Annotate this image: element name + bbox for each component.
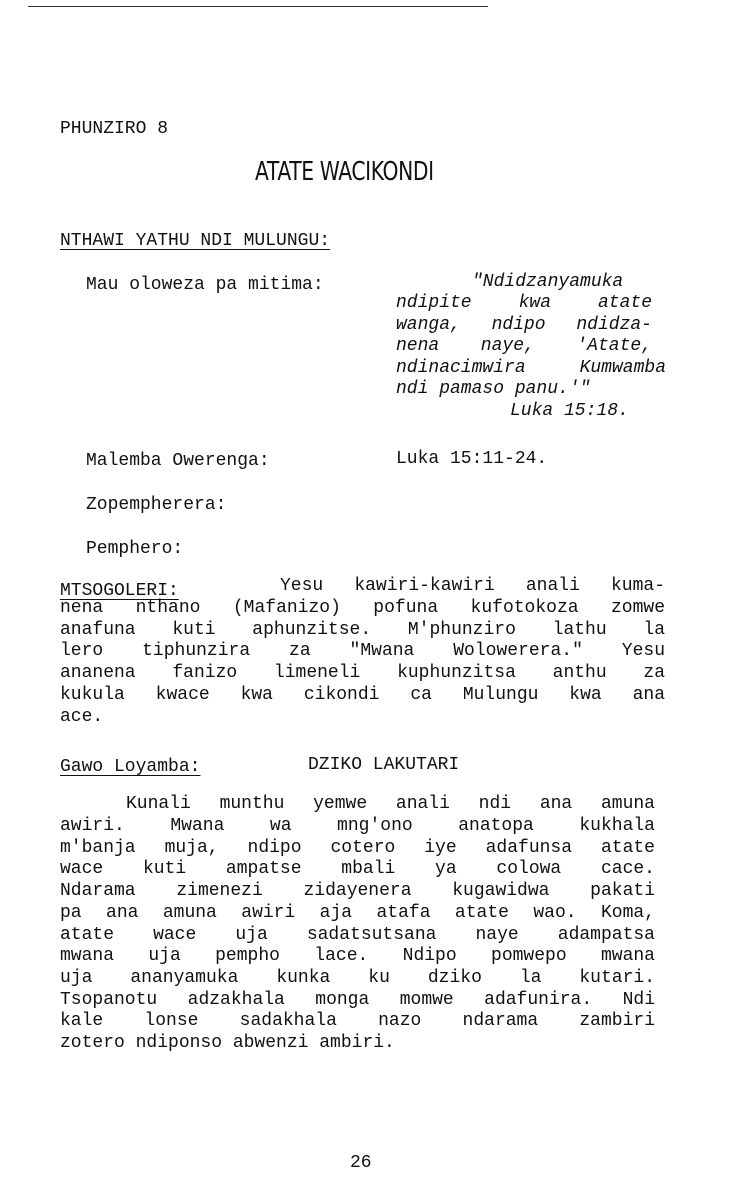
text-line: Tsopanotu adzakhala monga momwe adafunira. Ndi [60, 989, 655, 1010]
text-line: wace kuti ampatse mbali ya colowa cace. [60, 859, 655, 880]
top-rule [28, 6, 488, 7]
leader-paragraph-first-line [280, 576, 665, 598]
text-line: kale lonse sadakhala nazo ndarama zambiri [60, 1011, 655, 1032]
memory-verse-line: ndi pamaso panu.'" [396, 379, 591, 399]
theme-heading: NTHAWI YATHU NDI MULUNGU: [60, 231, 331, 251]
text-line: nena nthano (Mafanizo) pofuna kufotokoza zomwe [60, 598, 665, 618]
text-line: uja ananyamuka kunka ku dziko la kutari. [60, 967, 655, 988]
page-title: ATATE WACIKONDI [255, 157, 434, 187]
text-line: lero tiphunzira za "Mwana Wolowerera." Yesu [60, 641, 665, 662]
memory-verse-line: wanga, ndipo ndidza- [396, 315, 652, 335]
leader-heading: MTSOGOLERI: [60, 581, 179, 601]
text-line: mwana uja pempho lace. Ndipo pomwepo mwana [60, 946, 655, 967]
memory-verse-line: "Ndidzanyamuka [472, 272, 624, 292]
memory-verse-label: Mau oloweza pa mitima: [86, 275, 324, 295]
part-title: DZIKO LAKUTARI [308, 755, 460, 775]
text-line: zotero ndiponso abwenzi ambiri. [60, 1033, 395, 1054]
text-line: anafuna kuti aphunzitse. M'phunziro lathu la [60, 619, 665, 640]
text-line: m'banja muja, ndipo cotero iye adafunsa atate [60, 837, 655, 858]
prayer-label: Pemphero: [86, 539, 184, 559]
text-line: ace. [60, 706, 104, 727]
reading-reference: Luka 15:11-24. [396, 449, 548, 469]
text-line: awiri. Mwana wa mng'ono anatopa kukhala [60, 816, 655, 836]
reading-label: Malemba Owerenga: [86, 451, 270, 471]
text-line: ananena fanizo limeneli kuphunzitsa anthu za [60, 663, 665, 684]
text-line: atate wace uja sadatsutsana naye adampatsa [60, 924, 655, 945]
leader-paragraph [60, 598, 665, 728]
prayer-topics-label: Zopempherera: [86, 495, 227, 515]
memory-verse-line: ndinacimwira Kumwamba [396, 358, 666, 378]
text-line: kukula kwace kwa cikondi ca Mulungu kwa ana [60, 684, 665, 705]
memory-verse-line: nena naye, 'Atate, [396, 336, 652, 356]
page-number: 26 [350, 1153, 372, 1173]
text-line: Yesu kawiri-kawiri anali kuma- [280, 576, 665, 596]
text-line: Kunali munthu yemwe anali ndi ana amuna [126, 794, 655, 814]
story-paragraph-first-line [126, 794, 655, 816]
part-label: Gawo Loyamba: [60, 757, 201, 777]
text-line: pa ana amuna awiri aja atafa atate wao. Koma, [60, 902, 655, 923]
lesson-label: PHUNZIRO 8 [60, 119, 169, 139]
memory-verse-reference: Luka 15:18. [510, 401, 629, 421]
story-paragraph [60, 816, 655, 1055]
memory-verse-line: ndipite kwa atate [396, 293, 652, 313]
text-line: Ndarama zimenezi zidayenera kugawidwa pakati [60, 881, 655, 902]
